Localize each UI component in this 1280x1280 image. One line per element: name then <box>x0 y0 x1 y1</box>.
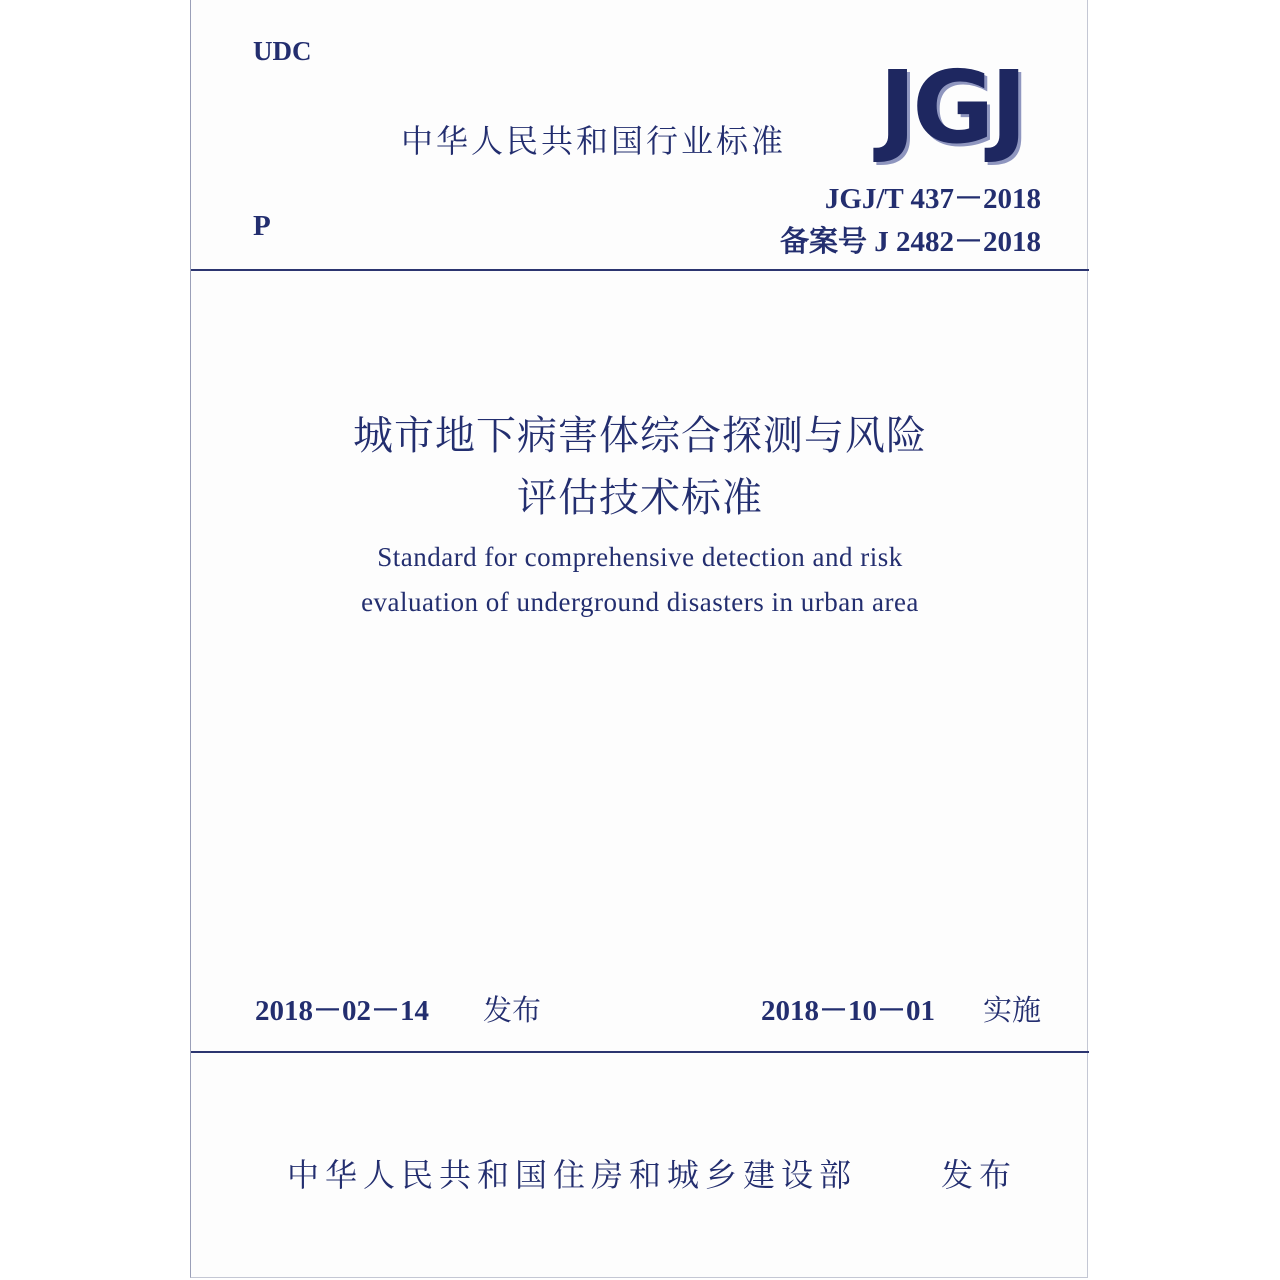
issue-label: 发布 <box>483 993 542 1027</box>
title-cn-line1: 城市地下病害体综合探测与风险 <box>353 413 927 459</box>
publisher-action: 发布 <box>941 1156 1018 1194</box>
standard-number: JGJ/T 437－2018 <box>824 183 1041 215</box>
publisher: 中华人民共和国住房和城乡建设部 <box>287 1156 858 1194</box>
record-number: 备案号 J 2482－2018 <box>779 226 1041 258</box>
top-divider <box>191 269 1089 271</box>
udc-label: UDC <box>253 36 312 66</box>
issue-date: 2018－02－14 <box>255 995 430 1027</box>
document-cover <box>190 0 1088 1278</box>
jgj-logo <box>879 49 1049 166</box>
effective-label: 实施 <box>983 993 1042 1027</box>
series-title: 中华人民共和国行业标准 <box>401 122 787 160</box>
title-en-line1: Standard for comprehensive detection and risk <box>377 542 903 572</box>
title-cn-line2: 评估技术标准 <box>517 475 763 521</box>
bottom-divider <box>191 1051 1089 1053</box>
effective-date: 2018－10－01 <box>761 995 936 1027</box>
jgj-logo-text: JGJ <box>879 49 1024 166</box>
title-en-line2: evaluation of underground disasters in urban area <box>361 587 919 617</box>
classification-label: P <box>253 210 271 242</box>
